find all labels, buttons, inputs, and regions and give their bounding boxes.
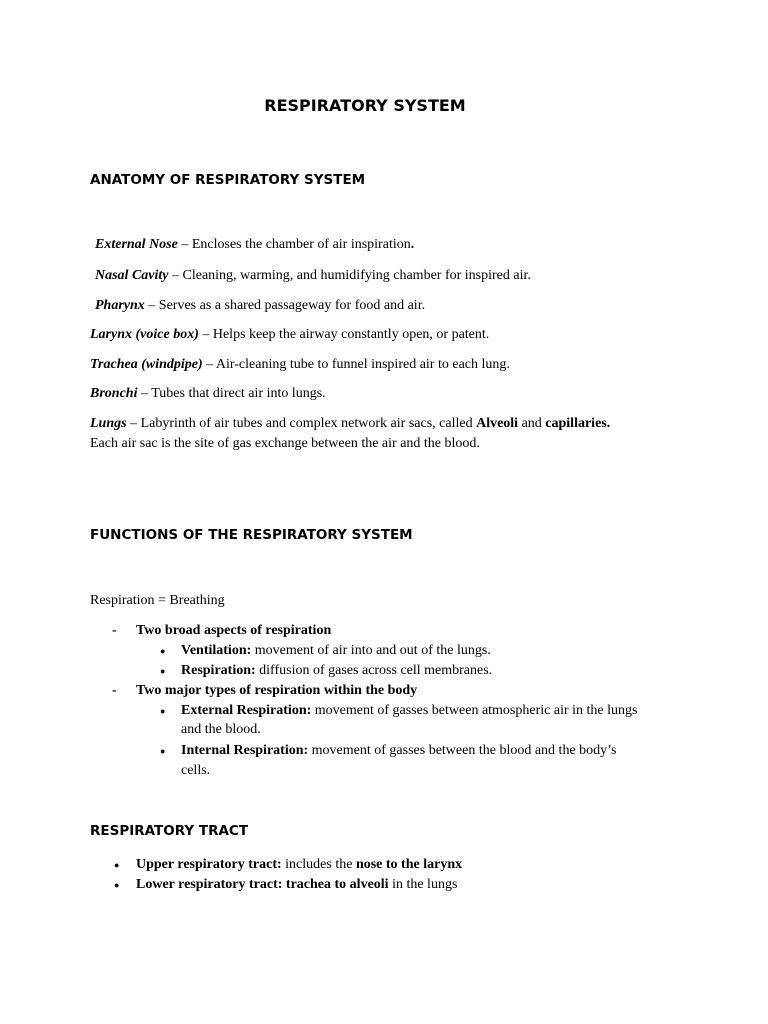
bullet-marker: ● (114, 880, 120, 890)
anatomy-item-external-nose (95, 237, 414, 253)
group-label: Two major types of respiration within the body (136, 683, 418, 698)
functions-intro: Respiration = Breathing (90, 593, 225, 608)
term: Bronchi (90, 386, 138, 401)
anatomy-item-bronchi (90, 386, 326, 402)
description: Tubes that direct air into lungs. (151, 386, 326, 401)
anatomy-item-lungs-line2: Each air sac is the site of gas exchange between the air and the blood. (90, 436, 480, 451)
group-label: Two broad aspects of respiration (136, 623, 332, 638)
anatomy-item-nasal-cavity (95, 268, 531, 284)
description-tail: . (410, 237, 415, 252)
functions-heading: FUNCTIONS OF THE RESPIRATORY SYSTEM (90, 527, 413, 543)
term: Pharynx (95, 298, 145, 313)
anatomy-item-pharynx (95, 298, 425, 314)
bullet-marker: ● (160, 646, 166, 656)
item-text: Upper respiratory tract: includes the nose to the larynx (136, 857, 463, 872)
description: Air-cleaning tube to funnel inspired air to each lung. (215, 357, 510, 372)
description: Labyrinth of air tubes and complex network air sacs, called (140, 416, 477, 431)
anatomy-item-lungs (90, 416, 610, 432)
term-alveoli: Alveoli (476, 416, 519, 431)
bullet-marker: ● (160, 706, 166, 716)
functions-item-external-respiration-line2: and the blood. (181, 722, 261, 737)
term: Lungs (90, 416, 127, 431)
term: Larynx (voice box) (90, 327, 199, 342)
description: Serves as a shared passageway for food and air. (158, 298, 426, 313)
item-text: Ventilation: movement of air into and out of the lungs. (181, 643, 491, 658)
bullet-marker: ● (114, 860, 120, 870)
separator: – (168, 268, 183, 283)
anatomy-item-trachea (90, 357, 510, 373)
term: Nasal Cavity (95, 268, 169, 283)
description: Encloses the chamber of air inspiration (191, 237, 411, 252)
item-text: External Respiration: movement of gasses between atmospheric air in the lungs (181, 703, 638, 718)
description: Helps keep the airway constantly open, or patent. (212, 327, 490, 342)
separator: – (137, 386, 152, 401)
item-text: Lower respiratory tract: trachea to alveoli in the lungs (136, 877, 458, 892)
item-text: Respiration: diffusion of gases across cell membranes. (181, 663, 493, 678)
conjunction: and (518, 416, 546, 431)
separator: – (144, 298, 159, 313)
functions-item-internal-respiration-line2: cells. (181, 763, 211, 778)
term-capillaries: capillaries. (545, 416, 611, 431)
term: External Nose (95, 237, 178, 252)
dash-marker: - (112, 683, 117, 698)
description: Cleaning, warming, and humidifying chamber for inspired air. (182, 268, 531, 283)
separator: – (177, 237, 192, 252)
page-title: RESPIRATORY SYSTEM (264, 96, 466, 115)
dash-marker: - (112, 623, 117, 638)
tract-heading: RESPIRATORY TRACT (90, 823, 249, 839)
separator: – (198, 327, 213, 342)
separator: – (202, 357, 216, 372)
item-text: Internal Respiration: movement of gasses between the blood and the body’s (181, 743, 617, 758)
bullet-marker: ● (160, 666, 166, 676)
anatomy-item-larynx (90, 327, 489, 343)
separator: – (126, 416, 141, 431)
term: Trachea (windpipe) (90, 357, 203, 372)
bullet-marker: ● (160, 746, 166, 756)
anatomy-heading: ANATOMY OF RESPIRATORY SYSTEM (90, 172, 366, 188)
